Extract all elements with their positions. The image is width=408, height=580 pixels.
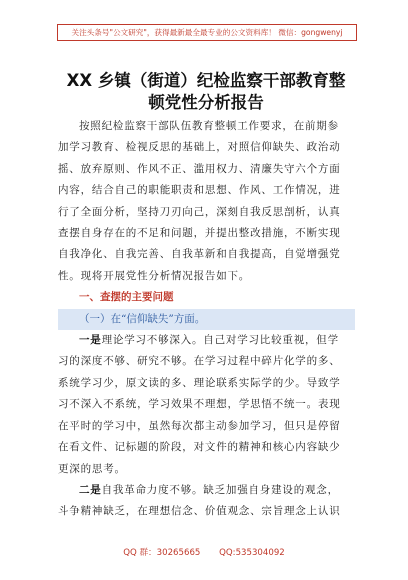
paragraph-line: 更深的思考。 [58,462,126,475]
intro-line: 内容，结合自己的职能职责和思想、作风、工作情况，进 [58,184,341,197]
subsection-heading: （一）在“信仰缺失”方面。 [58,309,355,330]
paragraph-line: 一是理论学习不够深入。自己对学习比较重视，但学 [79,334,339,347]
document-body [58,116,355,523]
intro-line: 行了全面分析，坚持刀刃向己，深刻自我反思剖析，认真 [58,205,341,218]
footer-qq-group: QQ 群：30265665 [123,548,201,558]
section-heading: 一、查摆的主要问题 [79,291,174,304]
lead-label: 一是 [79,334,102,347]
page-footer [0,546,408,558]
intro-paragraph [58,116,355,287]
intro-line: 自我净化、自我完善、自我革新和自我提高，自觉增强党 [58,248,341,261]
paragraph-line: 斗争精神缺乏，在理想信念、价值观念、宗旨理念上认识 [58,505,341,518]
paragraph-line: 在看文件、记标题的阶段，对文件的精神和核心内容缺少 [58,441,341,454]
intro-line: 加学习教育、检视反思的基础上，对照信仰缺失、政治动 [58,141,341,154]
header-banner: 关注头条号"公文研究"，获得最新最全最专业的公文资料库！ 微信：gongwenyj [57,24,357,41]
intro-line: 性。现将开展党性分析情况报告如下。 [58,269,251,282]
paragraph-one [58,330,355,480]
paragraph-line: 二是自我革命力度不够。缺乏加强自身建设的观念， [79,483,339,496]
footer-qq: QQ:535304092 [219,548,285,558]
paragraph-line: 在平时的学习中，虽然每次都主动参加学习，但只是停留 [58,419,341,432]
paragraph-line: 系统学习少，原文读的多、理论联系实际学的少。导致学 [58,376,341,389]
paragraph-two [58,480,355,523]
document-title: XX 乡镇（街道）纪检监察干部教育整顿党性分析报告 [66,71,346,112]
intro-line: 摇、放弃原则、作风不正、滥用权力、清廉失守六个方面 [58,162,341,175]
lead-label: 二是 [79,483,102,496]
intro-line: 按照纪检监察干部队伍教育整顿工作要求，在前期参 [79,120,339,132]
paragraph-line: 习不深入不系统，学习效果不理想，学思悟不统一。表现 [58,398,341,411]
paragraph-line: 习的深度不够、研究不够。在学习过程中碎片化学的多、 [58,355,341,368]
intro-line: 查摆自身存在的不足和问题，并提出整改措施，不断实现 [58,227,341,240]
